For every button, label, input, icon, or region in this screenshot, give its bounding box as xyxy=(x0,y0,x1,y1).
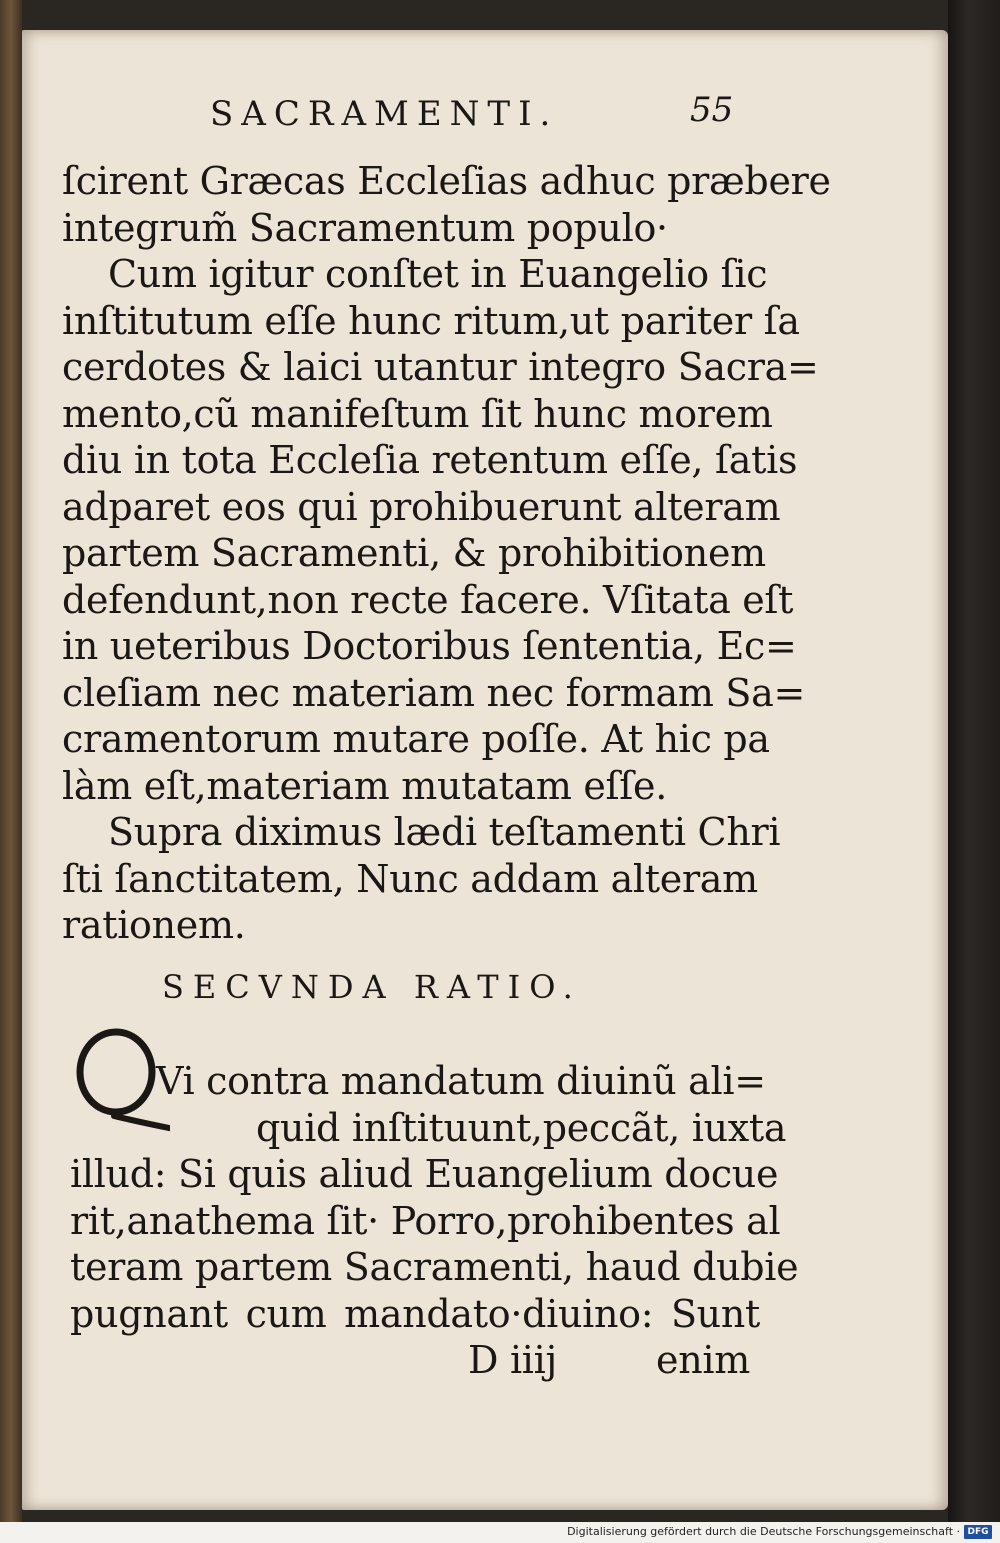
text-line: rit,anathema ſit· Porro,prohibentes al xyxy=(70,1198,781,1243)
running-head xyxy=(22,86,948,146)
text-line: defendunt,non recte facere. Vſitata eſt xyxy=(62,577,794,622)
text-line: pugnant cum mandato·diuino: Sunt xyxy=(70,1291,760,1336)
text-line: cramentorum mutare poſſe. At hic pa xyxy=(62,717,770,761)
dfg-logo: DFG xyxy=(964,1525,992,1539)
text-line: partem Sacramenti, & prohibitionem xyxy=(62,531,766,575)
text-line: rationem. xyxy=(62,903,246,947)
text-line: cerdotes & laici utantur integro Sacra= xyxy=(62,345,819,389)
text-line: Cum igitur conſtet in Euangelio ſic xyxy=(108,252,768,296)
text-line: adparet eos qui prohibuerunt alteram xyxy=(62,484,781,529)
text-line: làm eſt,materiam mutatam eſſe. xyxy=(62,763,668,808)
book-spine xyxy=(0,0,22,1522)
funding-credit: Digitalisierung gefördert durch die Deutsche Forschungsgemeinschaft · xyxy=(567,1525,960,1538)
text-line: diu in tota Eccleſia retentum eſſe, ſatis xyxy=(62,438,798,482)
signature-line xyxy=(70,1337,760,1383)
section-heading: SECVNDA RATIO. xyxy=(162,968,582,1006)
catchword: enim xyxy=(656,1338,750,1382)
text-line: inſtitutum eſſe hunc ritum,ut pariter ſa xyxy=(62,298,800,343)
chapter-text xyxy=(70,1058,799,1383)
running-head-title: SACRAMENTI. xyxy=(210,94,559,134)
text-line: mento,cũ manifeſtum ſit hunc morem xyxy=(62,391,773,436)
text-line: Supra diximus lædi teſtamenti Chri xyxy=(108,810,781,854)
text-line: cleſiam nec materiam nec formam Sa= xyxy=(62,670,806,715)
book-page xyxy=(22,30,948,1510)
text-line: quid inſtituunt,peccãt, iuxta xyxy=(256,1105,787,1150)
text-line: integrum̃ Sacramentum populo· xyxy=(62,205,668,250)
signature-mark: D iiij xyxy=(468,1338,557,1382)
text-line: ſti ſanctitatem, Nunc addam alteram xyxy=(62,856,758,901)
text-line: illud: Si quis aliud Euangelium docue xyxy=(70,1152,779,1196)
scan-background-edge xyxy=(948,0,1000,1522)
page-number: 55 xyxy=(690,90,734,130)
body-text xyxy=(62,158,831,949)
text-line: Vi contra mandatum diuinũ ali= xyxy=(156,1059,766,1103)
drop-cap-letter: Q xyxy=(98,1044,99,1045)
text-line: ſcirent Græcas Eccleſias adhuc præbere xyxy=(62,159,831,203)
digitization-footer xyxy=(0,1522,1000,1543)
text-line: in ueteribus Doctoribus ſententia, Ec= xyxy=(62,624,797,668)
text-line: teram partem Sacramenti, haud dubie xyxy=(70,1245,799,1289)
